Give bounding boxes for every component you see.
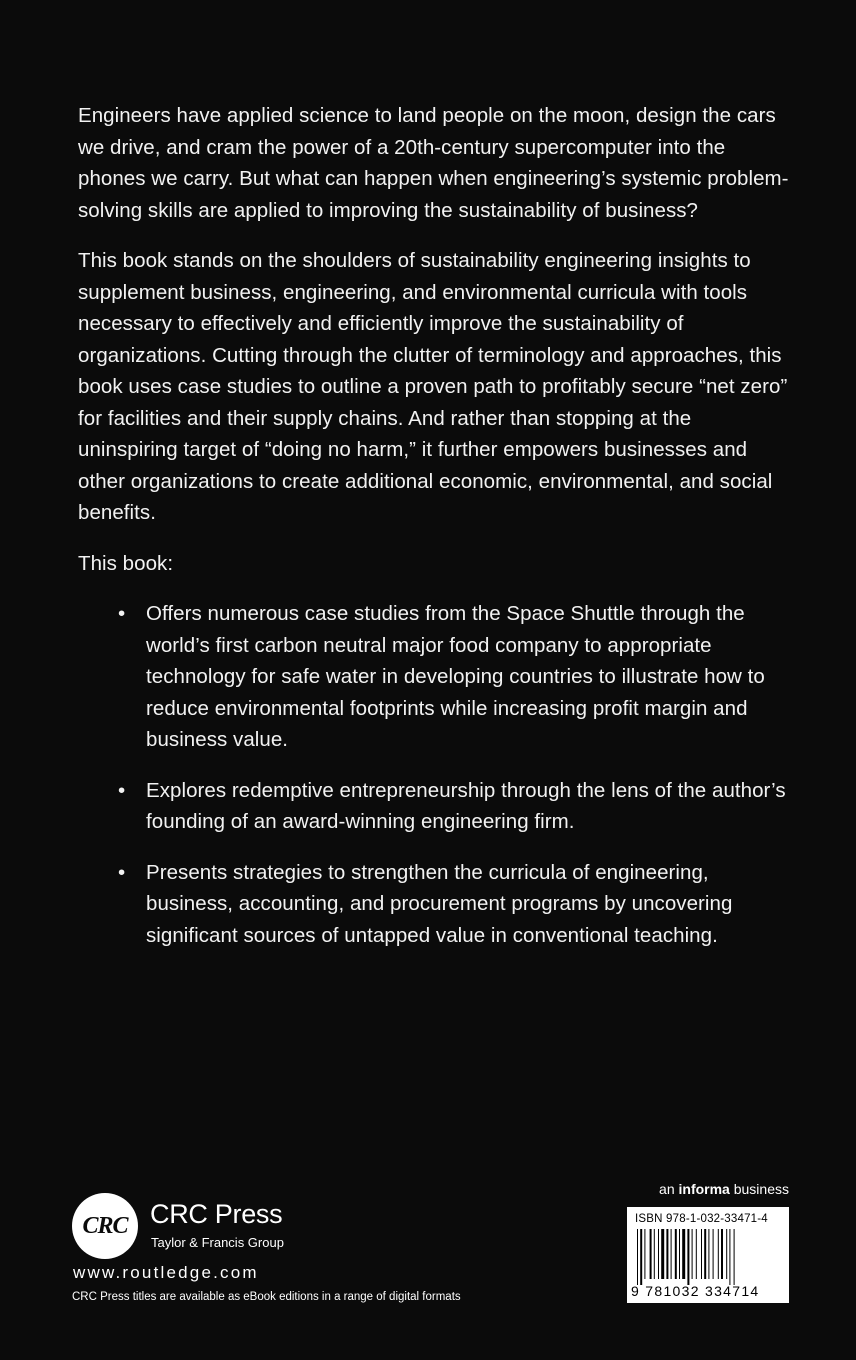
feature-list [78,598,790,951]
informa-tagline [659,1181,789,1197]
informa-brand: informa [678,1181,730,1197]
publisher-name: CRC Press [150,1199,283,1229]
list-item [78,857,790,952]
back-cover-text [78,100,790,970]
list-item [78,775,790,838]
list-item [78,598,790,756]
ebook-note: CRC Press titles are available as eBook editions in a range of digital formats [72,1291,461,1303]
crc-logo-icon: CRC [72,1193,138,1259]
list-intro: This book: [78,551,174,575]
informa-suffix: business [733,1181,789,1197]
barcode-bars-icon [635,1229,785,1285]
list-item-text: Presents strategies to strengthen the curricula of engineering, business, accounting, and procurement programs by uncovering significant sources of untapped value in conventional teaching. [146,860,733,947]
paragraph-intro: Engineers have applied science to land people on the moon, design the cars we drive, and cram the power of a 20th-century supercomputer into the phones we carry. But what can happen when engineering’s systemic problem-solving skills are applied to improving the sustainability of business? [78,104,789,222]
bullet-icon: • [118,778,126,802]
bullet-icon: • [118,602,126,625]
isbn-label: ISBN 978-1-032-33471-4 [635,1213,768,1225]
informa-prefix: an [659,1181,675,1197]
publisher-website-link[interactable]: www.routledge.com [73,1263,259,1282]
list-item-text: Explores redemptive entrepreneurship through the lens of the author’s founding of an award-winning engineering firm. [146,778,786,833]
barcode-digits: 9 781032 334714 [631,1283,760,1299]
publisher-block [72,1193,532,1313]
list-item-text: Offers numerous case studies from the Space Shuttle through the world’s first carbon neutral major food company to appropriate technology for safe water in developing countries to illustrate how to reduce environmental footprints while increasing profit margin and business value. [146,602,765,751]
paragraph-description: This book stands on the shoulders of sustainability engineering insights to supplement business, engineering, and environmental curricula with tools necessary to effectively and efficiently improve the sustainability of organizations. Cutting through the clutter of terminology and approaches, this book uses case studies to outline a proven path to profitably secure “net zero” for facilities and their supply chains. And rather than stopping at the uninspiring target of “doing no harm,” it further empowers businesses and other organizations to create additional economic, environmental, and social benefits. [78,249,788,524]
bullet-icon: • [118,860,126,884]
isbn-barcode [627,1207,789,1303]
publisher-group: Taylor & Francis Group [151,1235,284,1250]
